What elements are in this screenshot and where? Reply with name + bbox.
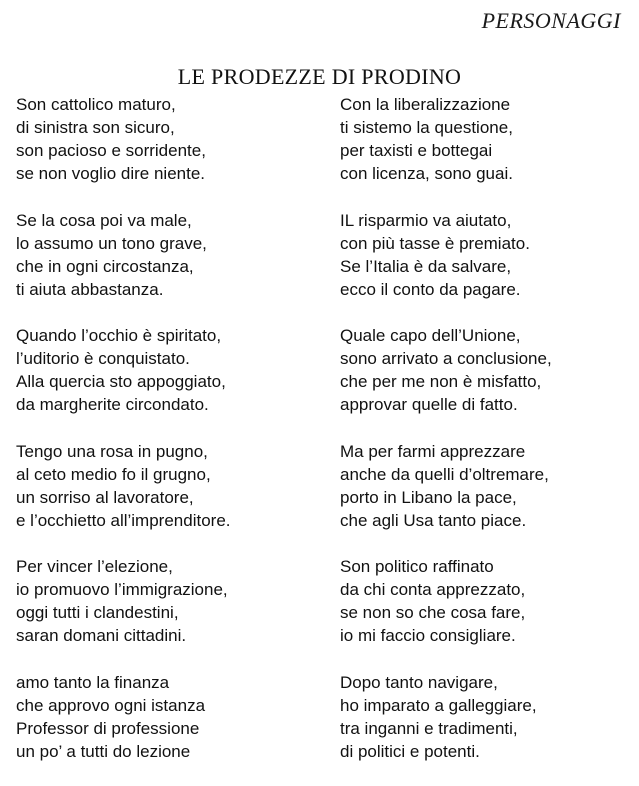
- stanza: [16, 440, 316, 532]
- verse-line: ho imparato a galleggiare,: [340, 695, 537, 715]
- verse-line: che per me non è misfatto,: [340, 372, 542, 391]
- verse-line: Son politico raffinato: [340, 557, 494, 576]
- verse-line: ecco il conto da pagare.: [340, 279, 521, 299]
- verse-line: se non voglio dire niente.: [16, 164, 206, 183]
- verse-line: che agli Usa tanto piace.: [340, 510, 527, 530]
- stanza: [340, 324, 630, 416]
- verse-line: con più tasse è premiato.: [340, 233, 530, 253]
- verse-line: e l’occhietto all’imprenditore.: [16, 510, 231, 530]
- verse-line: son pacioso e sorridente,: [16, 141, 206, 160]
- verse-line: che in ogni circostanza,: [16, 256, 194, 276]
- verse-line: Son cattolico maturo,: [16, 95, 176, 114]
- verse-line: Ma per farmi apprezzare: [340, 441, 526, 461]
- verse-line: approvar quelle di fatto.: [340, 395, 518, 414]
- verse-line: da chi conta apprezzato,: [340, 580, 526, 599]
- verse-line: un sorriso al lavoratore,: [16, 487, 194, 507]
- verse-line: IL risparmio va aiutato,: [340, 210, 512, 230]
- verse-line: per taxisti e bottegai: [340, 141, 493, 160]
- verse-line: Alla quercia sto appoggiato,: [16, 372, 226, 391]
- verse-line: di politici e potenti.: [340, 741, 480, 761]
- verse-line: di sinistra son sicuro,: [16, 118, 175, 137]
- verse-line: porto in Libano la pace,: [340, 487, 517, 507]
- verse-line: Se l’Italia è da salvare,: [340, 256, 512, 276]
- verse-line: con licenza, sono guai.: [340, 164, 513, 183]
- verse-line: Con la liberalizzazione: [340, 95, 511, 114]
- verse-line: sono arrivato a conclusione,: [340, 349, 552, 368]
- stanza: [340, 671, 630, 763]
- stanza: [16, 671, 316, 763]
- verse-line: Quale capo dell’Unione,: [340, 326, 521, 345]
- verse-line: amo tanto la finanza: [16, 672, 170, 692]
- right-column: [340, 93, 630, 786]
- verse-line: Per vincer l’elezione,: [16, 557, 173, 576]
- verse-line: io mi faccio consigliare.: [340, 626, 516, 645]
- verse-line: se non so che cosa fare,: [340, 603, 526, 622]
- verse-line: un po’ a tutti do lezione: [16, 741, 191, 761]
- verse-line: al ceto medio fo il grugno,: [16, 464, 211, 484]
- verse-line: Dopo tanto navigare,: [340, 672, 498, 692]
- stanza: [16, 209, 316, 301]
- verse-line: lo assumo un tono grave,: [16, 233, 207, 253]
- verse-line: Quando l’occhio è spiritato,: [16, 326, 222, 345]
- stanza: [340, 555, 630, 647]
- section-header: PERSONAGGI: [481, 8, 621, 33]
- verse-line: da margherite circondato.: [16, 395, 209, 414]
- verse-line: che approvo ogni istanza: [16, 695, 206, 715]
- verse-line: oggi tutti i clandestini,: [16, 603, 179, 622]
- verse-line: ti sistemo la questione,: [340, 118, 513, 137]
- poem-title: LE PRODEZZE DI PRODINO: [177, 64, 462, 89]
- verse-line: Se la cosa poi va male,: [16, 210, 192, 230]
- stanza: [16, 324, 316, 416]
- verse-line: l’uditorio è conquistato.: [16, 349, 190, 368]
- stanza: [340, 93, 630, 185]
- stanza: [340, 440, 630, 532]
- verse-line: anche da quelli d’oltremare,: [340, 464, 549, 484]
- verse-line: saran domani cittadini.: [16, 626, 187, 645]
- left-column: [16, 93, 316, 786]
- verse-line: tra inganni e tradimenti,: [340, 718, 518, 738]
- stanza: [340, 209, 630, 301]
- stanza: [16, 93, 316, 185]
- stanza: [16, 555, 316, 647]
- verse-line: Professor di professione: [16, 718, 200, 738]
- verse-line: io promuovo l’immigrazione,: [16, 580, 228, 599]
- verse-line: ti aiuta abbastanza.: [16, 279, 164, 299]
- verse-line: Tengo una rosa in pugno,: [16, 441, 208, 461]
